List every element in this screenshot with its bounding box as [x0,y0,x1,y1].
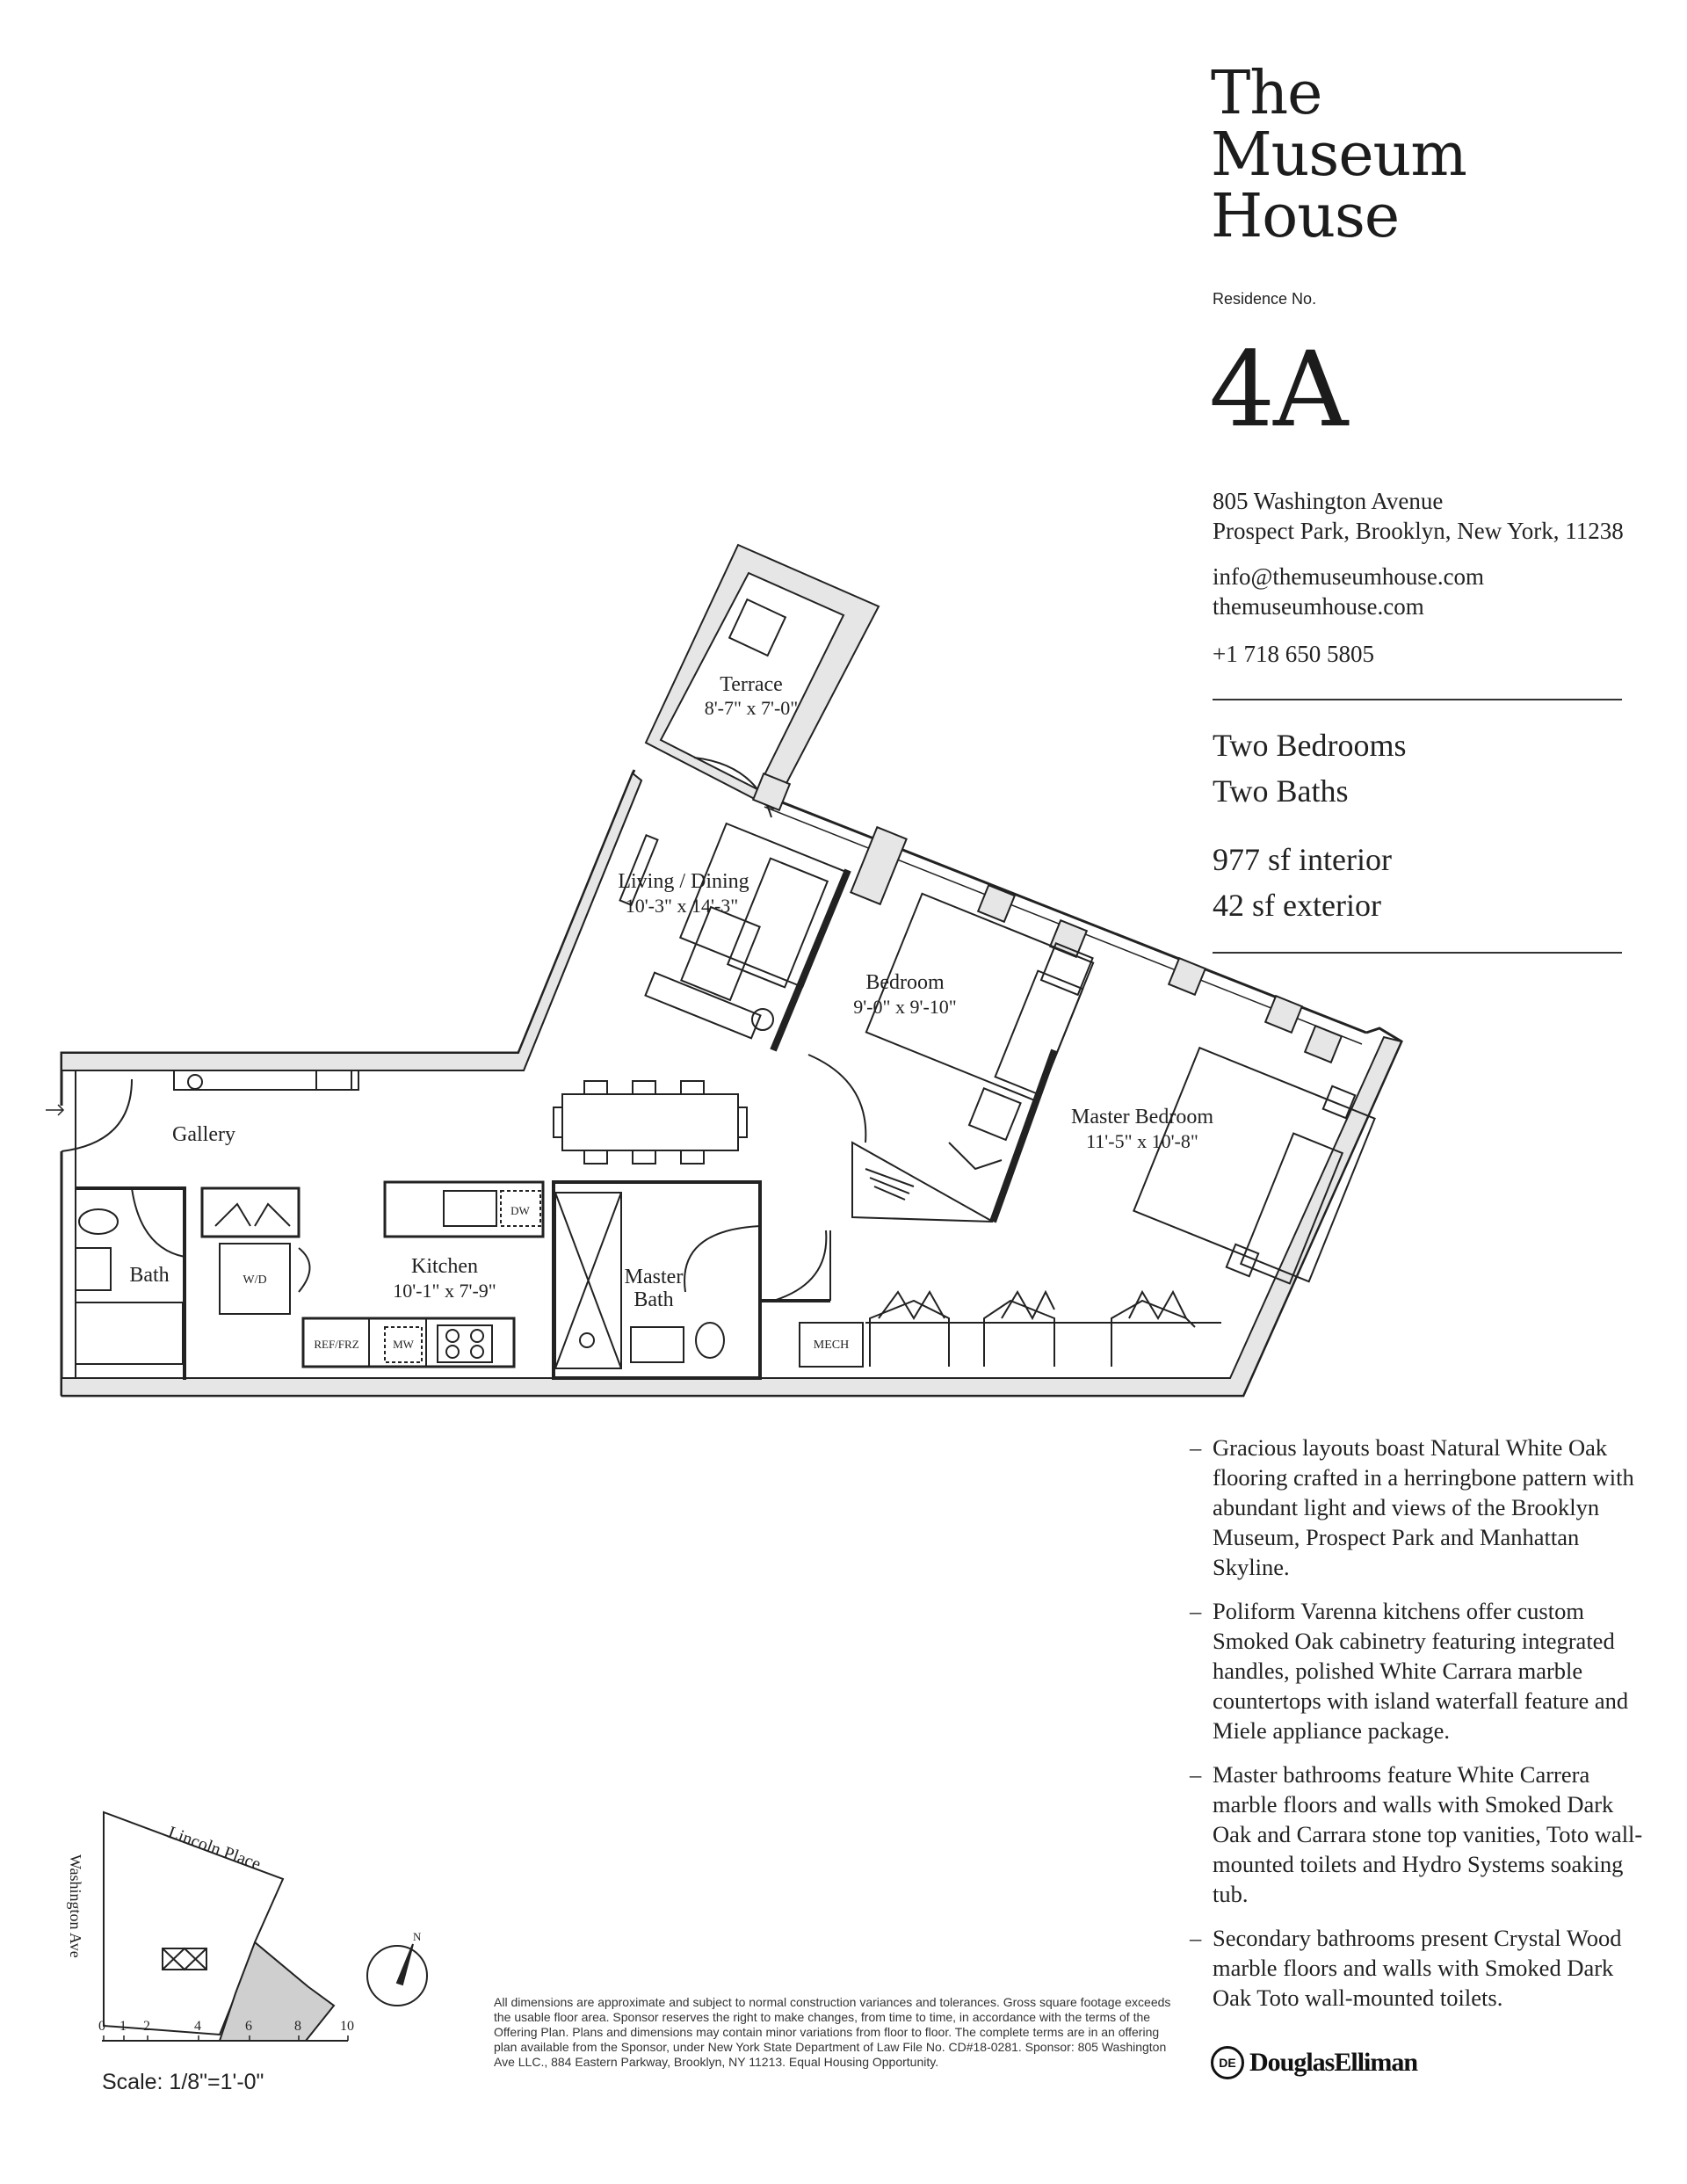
bath-door [132,1188,185,1257]
terrace-label: Terrace [720,673,783,696]
bedroom-dims: 9'-0" x 9'-10" [853,996,957,1018]
address-line-1: 805 Washington Avenue [1213,488,1444,514]
bathtub [76,1302,183,1364]
address-line-2: Prospect Park, Brooklyn, New York, 11238 [1213,518,1624,544]
living-label: Living / Dining [618,870,749,893]
dw-label: DW [510,1204,530,1217]
feature-text: Master bathrooms feature White Carrera marble floors and walls with Smoked Dark Oak and Carrara stone top vanities, Toto wall-mounted toilets and Hydro Systems soaking tub. [1213,1761,1643,1907]
entry-arrow [46,1105,63,1115]
neighbor-building [220,1942,334,2041]
street-washington: Washington Ave [67,1854,84,1958]
feature-dash: – [1190,1761,1202,1788]
scale-label: Scale: 1/8"=1'-0" [102,2070,264,2094]
email-link[interactable]: info@themuseumhouse.com [1213,563,1485,590]
north-label: N [413,1930,422,1943]
key-plan [0,1775,492,2074]
cooktop [438,1325,492,1362]
living-dims: 10'-3" x 14'-3" [625,895,739,917]
residence-label: Residence No. [1213,290,1317,308]
scale-tick: 4 [194,2019,201,2034]
scale-tick: 0 [98,2019,105,2034]
mech-label: MECH [813,1339,850,1352]
title-line: House [1211,182,1400,251]
entry-door [62,1079,132,1151]
logo-mark-icon: DE [1211,2046,1244,2079]
logo-wordmark: DouglasElliman [1249,2048,1418,2077]
features-list [1190,1433,1647,2027]
core-box [163,1948,206,1970]
scale-tick: 2 [143,2019,150,2034]
master-bedroom-dims: 11'-5" x 10'-8" [1086,1130,1198,1152]
scale-tick: 6 [245,2019,252,2034]
legal-disclaimer: All dimensions are approximate and subject to normal construction variances and tolerances. Gross square footage exceeds the usable floor area. Sponsor reserves the right to make changes, from time to time, in accordance with the terms of the Offering Plan. Plans and dimensions may contain minor variations from floor to floor. The complete terms are in an offering plan available from the Sponsor, under New York State Department of Law File No. CD#18-0281. Sponsor: 805 Washington Ave LLC., 884 Eastern Parkway, Brooklyn, NY 11213. Equal Housing Opportunity. [494,1995,1171,2069]
feature-item [1190,1433,1647,1582]
ref-label: REF/FRZ [314,1338,359,1351]
kitchen-label: Kitchen [411,1255,478,1278]
bedroom-closet [852,1143,993,1222]
feature-item [1190,1760,1647,1909]
master-bath-door [684,1226,760,1301]
wd-label: W/D [243,1273,267,1287]
feature-text: Poliform Varenna kitchens offer custom Smoked Oak cabinetry featuring integrated handles, polished White Carrara marble countertops with island waterfall feature and Miele appliance package. [1213,1598,1629,1744]
bedroom-label: Bedroom [865,971,945,994]
wall-fill-bottom [62,1037,1401,1396]
feature-item [1190,1923,1647,2013]
master-bath-label-1: Master [624,1266,684,1288]
sink [444,1191,496,1226]
master-toilet [696,1323,724,1358]
media-console [645,973,760,1039]
gallery-label: Gallery [172,1123,235,1146]
closet-door [773,1230,826,1301]
feature-dash: – [1190,1434,1202,1461]
title-line: Museum [1211,120,1466,190]
mw-label: MW [393,1338,414,1351]
toilet [79,1209,118,1234]
bath-label: Bath [129,1264,170,1287]
scale-tick: 1 [119,2019,127,2034]
feature-dash: – [1190,1598,1202,1624]
side-table [752,1009,773,1030]
terrace-dims: 8'-7" x 7'-0" [704,697,799,719]
master-bedroom-label: Master Bedroom [1071,1106,1213,1128]
baths-count: Two Baths [1213,773,1349,809]
north-compass [367,1946,427,2006]
scale-tick: 10 [340,2019,354,2034]
feature-text: Gracious layouts boast Natural White Oak flooring crafted in a herringbone pattern with abundant light and views of the Brooklyn Museum, Prospect Park and Manhattan Skyline. [1213,1434,1634,1580]
phone-number[interactable]: +1 718 650 5805 [1213,641,1374,667]
north-arrow [397,1944,413,1984]
feature-item [1190,1596,1647,1745]
feature-text: Secondary bathrooms present Crystal Wood marble floors and walls with Smoked Dark Oak Toto wall-mounted toilets. [1213,1925,1622,2011]
scale-tick: 8 [294,2019,301,2034]
kitchen-dims: 10'-1" x 7'-9" [393,1280,496,1302]
dining-table [562,1094,738,1150]
bedrooms-count: Two Bedrooms [1213,728,1407,763]
wall-fill-top [62,773,641,1070]
feature-dash: – [1190,1925,1202,1951]
master-bath-label-2: Bath [634,1288,674,1311]
street-lincoln: Lincoln Place [165,1823,264,1875]
interior-sf: 977 sf interior [1213,842,1392,877]
website-link[interactable]: themuseumhouse.com [1213,593,1424,620]
title-line: The [1211,59,1322,128]
douglas-elliman-logo [1211,2043,1417,2082]
exterior-sf: 42 sf exterior [1213,888,1381,923]
residence-number: 4A [1209,329,1347,450]
master-sink [631,1327,684,1362]
bedroom-door [808,1055,865,1143]
